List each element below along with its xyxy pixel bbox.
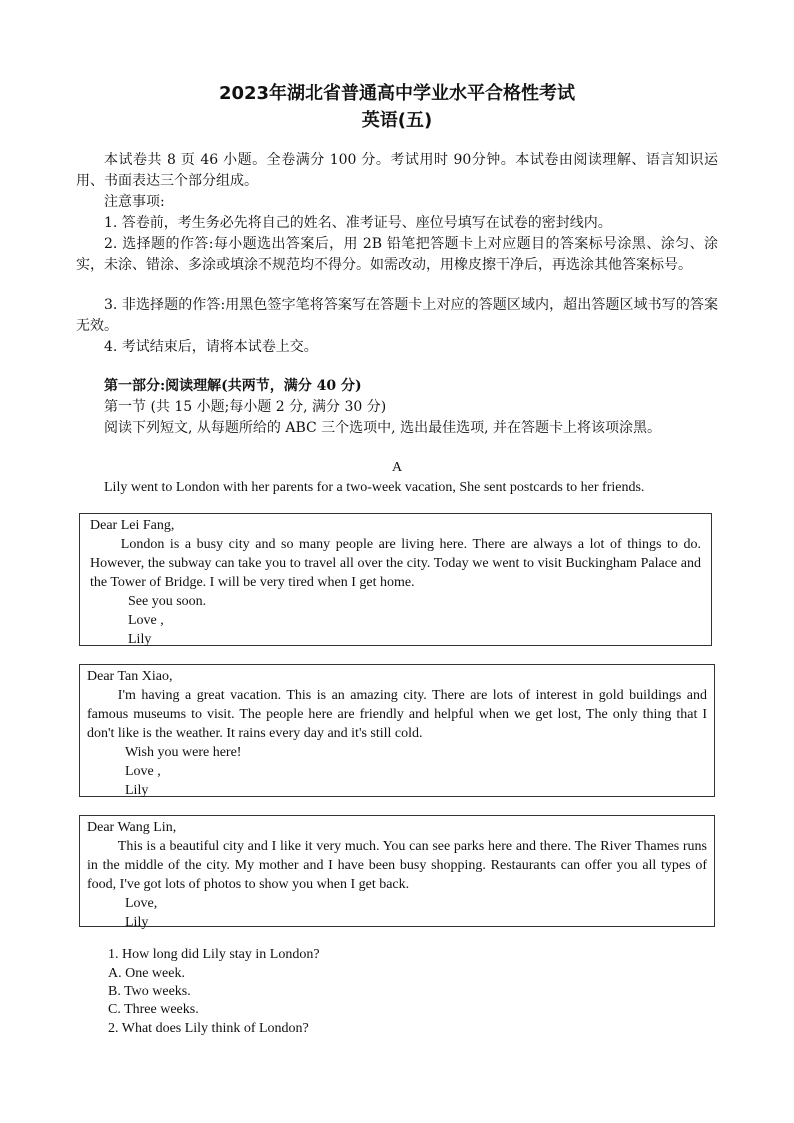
passage-intro: Lily went to London with her parents for a two-week vacation, She sent postcards to her friends. (104, 480, 645, 495)
intro-paragraph: 本试卷共 8 页 46 小题。全卷满分 100 分。考试用时 90分钟。本试卷由阅读理解、语言知识运用、书面表达三个部分组成。 (76, 152, 718, 189)
question-1-option-b: B. Two weeks. (108, 984, 191, 999)
letter-signature: Lily (125, 915, 149, 930)
letter-greeting: Dear Wang Lin, (87, 820, 177, 835)
section1-heading: 第一节 (共 15 小题;每小题 2 分, 满分 30 分) (104, 399, 387, 415)
postcard-3 (79, 815, 715, 930)
letter-body: This is a beautiful city and I like it very much. You can see parks here and there. The River Thames runs in the middle of the city. My mother and I have been busy shopping. Restaurants can offer you all types of food, I've got lots of photos to show you when I get back. (87, 839, 707, 892)
note-2: 2. 选择题的作答:每小题选出答案后，用 2B 铅笔把答题卡上对应题目的答案标号涂黑、涂匀、涂实，未涂、错涂、多涂或填涂不规范均不得分。如需改动，用橡皮擦干净后，再选涂其他答案标号。 (76, 236, 718, 273)
question-1-option-c: C. Three weeks. (108, 1002, 199, 1017)
letter-body: London is a busy city and so many people are living here. There are always a lot of things to do. However, the subway can take you to travel all over the city. Today we went to visit Buckingham Palace and the Tower of Bridge. I will be very tired when I get home. (90, 537, 701, 590)
letter-body: I'm having a great vacation. This is an amazing city. There are lots of interest in gold buildings and famous museums to visit. The people here are friendly and helpful when we get lost, The only thing that I don't like is the weather. It rains every day and it's still cold. (87, 688, 707, 741)
exam-title: 2023年湖北省普通高中学业水平合格性考试 (218, 83, 576, 104)
passage-label: A (391, 460, 403, 475)
letter-greeting: Dear Tan Xiao, (87, 669, 173, 684)
part1-heading: 第一部分:阅读理解(共两节，满分 40 分) (104, 378, 362, 394)
question-2: 2. What does Lily think of London? (108, 1021, 309, 1036)
letter-signature: Lily (128, 632, 152, 647)
notes-label: 注意事项: (104, 194, 165, 210)
letter-closing: Wish you were here! (125, 745, 242, 760)
letter-closing: Love , (128, 613, 164, 628)
exam-subtitle: 英语(五) (361, 110, 433, 131)
postcard-2 (79, 664, 715, 797)
letter-closing: Love, (125, 896, 158, 911)
note-4: 4. 考试结束后，请将本试卷上交。 (104, 339, 318, 355)
letter-closing: See you soon. (128, 594, 207, 609)
letter-signature: Lily (125, 783, 149, 798)
note-3: 3. 非选择题的作答:用黑色签字笔将答案写在答题卡上对应的答题区域内，超出答题区域书写的答案无效。 (76, 297, 718, 334)
postcard-1 (79, 513, 712, 646)
letter-closing: Love , (125, 764, 161, 779)
letter-greeting: Dear Lei Fang, (90, 518, 175, 533)
question-1-option-a: A. One week. (108, 966, 185, 981)
note-1: 1. 答卷前，考生务必先将自己的姓名、准考证号、座位号填写在试卷的密封线内。 (104, 215, 612, 231)
reading-instruction: 阅读下列短文, 从每题所给的 ABC 三个选项中, 选出最佳选项, 并在答题卡上将该项涂黑。 (104, 420, 661, 436)
question-1: 1. How long did Lily stay in London? (108, 947, 320, 962)
